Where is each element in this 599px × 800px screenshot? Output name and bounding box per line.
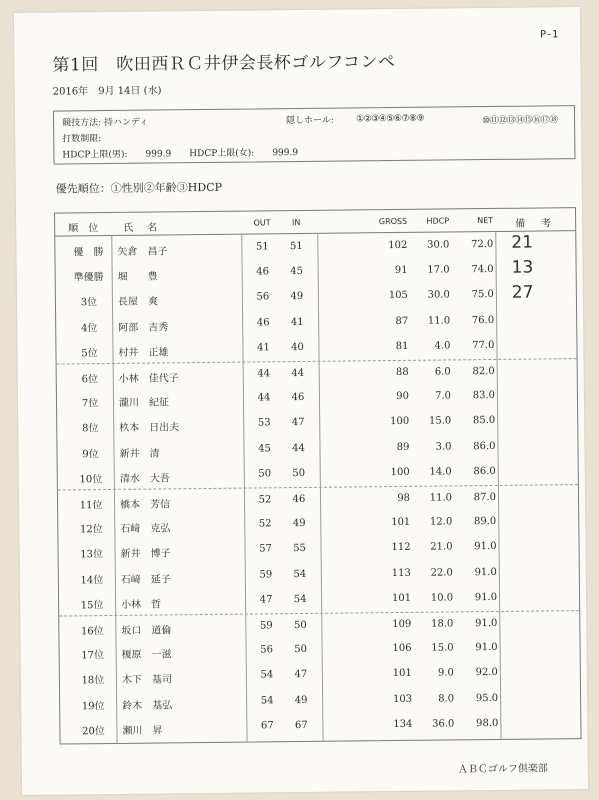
cell-note	[516, 660, 586, 661]
cell-in: 50	[293, 619, 307, 632]
cell-gross: 103	[392, 693, 413, 705]
cell-gross: 106	[392, 643, 412, 655]
cell-note	[514, 509, 584, 510]
strokes-limit-label: 打数制限:	[62, 134, 102, 145]
cell-note	[515, 635, 585, 636]
cell-note	[515, 585, 585, 586]
method-line	[62, 115, 148, 129]
cell-name: 橋本 芳信	[120, 499, 171, 511]
cell-out: 67	[260, 720, 274, 732]
cell-net: 86.0	[473, 465, 496, 477]
cell-in: 45	[290, 266, 304, 278]
cell-rank: 準優勝	[73, 272, 104, 284]
cell-name: 矢倉 昌子	[117, 246, 168, 258]
cell-in: 46	[292, 493, 306, 506]
cell-hdcp: 22.0	[430, 567, 453, 579]
cell-net: 86.0	[473, 440, 496, 452]
cell-note: 27	[511, 282, 534, 304]
cell-in: 49	[294, 694, 308, 706]
cell-note	[513, 408, 583, 409]
score-sheet	[14, 7, 588, 795]
cell-hdcp: 8.0	[438, 693, 455, 705]
cell-gross: 101	[391, 517, 411, 529]
cell-name: 石﨑 延子	[120, 573, 171, 586]
cell-hdcp: 15.0	[431, 642, 454, 654]
cell-in: 40	[291, 341, 304, 353]
cell-name: 新井 清	[119, 448, 160, 460]
cell-name: 瀬川 昇	[122, 725, 163, 737]
cell-name: 新井 博子	[120, 548, 171, 561]
cell-name: 堀 豊	[117, 271, 158, 284]
cell-net: 98.0	[476, 717, 499, 729]
cell-in: 41	[290, 316, 304, 328]
cell-rank: 13位	[80, 549, 104, 561]
hidden-hole-label: 隠しホール:	[286, 115, 334, 127]
cell-name: 清水 大吾	[119, 473, 170, 485]
hdcp-limit-line: HDCP上限(男): 999.9 HDCP上限(女): 999.9	[62, 148, 299, 161]
cell-net: 95.0	[475, 692, 499, 704]
cell-out: 52	[258, 518, 272, 530]
cell-rank: 19位	[81, 700, 105, 712]
cell-hdcp: 10.0	[430, 592, 454, 604]
cell-net: 92.0	[475, 667, 498, 679]
cell-out: 56	[260, 644, 274, 656]
cell-rank: 3位	[80, 297, 98, 309]
cell-out: 44	[257, 368, 271, 380]
cell-in: 54	[293, 568, 307, 580]
cell-net: 72.0	[471, 238, 494, 251]
event-date: 2016年 9月 14日 (水)	[52, 85, 162, 98]
cell-in: 51	[289, 240, 303, 253]
cell-out: 57	[259, 543, 272, 555]
cell-rank: 12位	[79, 524, 103, 536]
cell-net: 74.0	[471, 264, 494, 276]
header-note: 備考	[515, 218, 568, 230]
header-net: NET	[477, 215, 494, 226]
cell-out: 54	[260, 669, 274, 681]
cell-gross: 105	[388, 290, 408, 302]
cell-in: 44	[292, 442, 305, 454]
cell-rank: 17位	[81, 650, 105, 662]
cell-gross: 100	[390, 466, 410, 478]
cell-hdcp: 30.0	[427, 289, 450, 302]
cell-in: 55	[293, 543, 306, 555]
cell-rank: 11位	[79, 500, 103, 512]
cell-in: 49	[292, 518, 306, 530]
cell-hdcp: 30.0	[427, 239, 450, 251]
cell-name: 小林 哲	[121, 599, 162, 611]
cell-gross: 112	[391, 542, 411, 554]
cell-net: 91.0	[475, 617, 498, 630]
cell-rank: 9位	[82, 448, 99, 460]
cell-note: 13	[511, 257, 534, 278]
cell-net: 91.0	[474, 541, 497, 553]
cell-name: 榎原 一滋	[121, 649, 172, 662]
cell-rank: 7位	[81, 398, 99, 410]
cell-note	[512, 333, 582, 334]
cell-in: 54	[293, 593, 307, 605]
header-out: OUT	[253, 218, 271, 228]
cell-name: 長屋 爽	[117, 296, 159, 309]
cell-rank: 10位	[79, 473, 103, 486]
cell-rank: 16位	[80, 626, 104, 638]
cell-gross: 91	[394, 265, 408, 277]
cell-name: 村井 正雄	[118, 347, 169, 359]
cell-note	[514, 485, 584, 486]
header-name: 氏名	[123, 222, 172, 234]
cell-note	[513, 383, 583, 384]
cell-rank: 15位	[80, 599, 104, 612]
page-number: P-1	[540, 29, 559, 41]
cell-rank: 5位	[81, 347, 98, 360]
cell-out: 46	[256, 316, 270, 329]
cell-in: 46	[291, 392, 305, 404]
cell-note	[515, 611, 585, 612]
document-title: 第1回 吹田西ＲＣ井伊会長杯ゴルフコンペ	[52, 51, 396, 76]
cell-net: 76.0	[471, 314, 495, 326]
cell-note	[513, 434, 583, 435]
cell-hdcp: 11.0	[429, 492, 453, 504]
cell-out: 54	[260, 694, 274, 707]
cell-hdcp: 17.0	[427, 264, 450, 276]
hidden-holes-front: ①②③④⑤⑥⑦⑧⑨	[356, 113, 425, 125]
header-in: IN	[291, 217, 301, 228]
method-label: 競技方法:	[62, 118, 102, 129]
cell-note	[514, 534, 584, 535]
cell-out: 51	[255, 241, 269, 253]
cell-hdcp: 36.0	[432, 718, 455, 730]
cell-name: 坂口 道倫	[121, 625, 172, 637]
cell-rank: 18位	[81, 675, 105, 687]
hidden-holes-back: ⑩⑪⑫⑬⑭⑮⑯⑰⑱	[482, 115, 558, 127]
cell-net: 75.0	[471, 289, 494, 301]
cell-out: 50	[258, 468, 272, 480]
cell-hdcp: 4.0	[434, 340, 451, 352]
cell-in: 50	[294, 644, 308, 656]
cell-gross: 113	[391, 567, 411, 579]
cell-out: 56	[256, 291, 270, 303]
cell-out: 52	[258, 494, 272, 506]
cell-note	[516, 711, 586, 712]
cell-net: 85.0	[472, 415, 496, 427]
cell-hdcp: 18.0	[431, 618, 454, 630]
cell-out: 46	[256, 266, 270, 278]
header-hdcp: HDCP	[426, 216, 450, 226]
priority-order: 優先順位：①性別②年齢③HDCP	[55, 180, 223, 196]
cell-out: 44	[257, 392, 271, 404]
cell-rank: 6位	[81, 374, 99, 386]
cell-name: 石﨑 克弘	[120, 523, 171, 536]
cell-gross: 134	[393, 718, 413, 730]
cell-rank: 20位	[82, 725, 105, 738]
method-value: 持ハンディ	[103, 117, 149, 129]
competition-info-box	[53, 105, 576, 164]
cell-note	[512, 308, 582, 309]
cell-net: 77.0	[472, 339, 495, 352]
cell-net: 82.0	[472, 365, 495, 378]
cell-net: 91.0	[474, 591, 498, 603]
cell-gross: 81	[395, 340, 409, 352]
cell-in: 44	[291, 367, 305, 380]
cell-name: 木下 基司	[121, 674, 172, 687]
cell-net: 91.0	[475, 642, 498, 654]
cell-out: 47	[259, 594, 273, 606]
cell-rank: 14位	[80, 574, 104, 586]
cell-out: 53	[257, 417, 271, 429]
cell-name: 阿部 吉秀	[118, 321, 169, 334]
header-rank: 順位	[68, 223, 109, 235]
cell-gross: 88	[395, 366, 409, 379]
cell-name: 瀧川 紀征	[118, 397, 170, 410]
header-gross: GROSS	[378, 216, 408, 227]
cell-gross: 101	[391, 592, 412, 604]
cell-hdcp: 9.0	[437, 667, 454, 679]
cell-name: 鈴木 基弘	[122, 699, 173, 712]
cell-name: 杦本 日出夫	[119, 422, 180, 435]
cell-out: 45	[258, 442, 271, 455]
club-name: ＡＢＣゴルフ倶楽部	[457, 763, 548, 776]
cell-hdcp: 6.0	[434, 366, 451, 378]
cell-name: 小林 佳代子	[118, 373, 179, 385]
cell-net: 87.0	[473, 491, 497, 504]
cell-gross: 87	[395, 315, 409, 327]
cell-hdcp: 14.0	[429, 466, 452, 478]
cell-hdcp: 11.0	[427, 315, 451, 327]
cell-out: 59	[259, 620, 273, 632]
cell-in: 67	[294, 719, 308, 731]
cell-net: 83.0	[472, 390, 496, 402]
cell-hdcp: 12.0	[429, 516, 453, 528]
cell-rank: 優 勝	[73, 247, 104, 259]
cell-gross: 102	[388, 239, 408, 252]
cell-note	[515, 560, 585, 561]
cell-in: 50	[292, 467, 306, 479]
cell-note	[516, 686, 586, 687]
cell-rank: 8位	[82, 423, 99, 435]
cell-gross: 101	[392, 668, 412, 680]
cell-gross: 89	[396, 441, 410, 453]
table-row	[60, 711, 580, 741]
cell-note	[513, 359, 583, 360]
cell-gross: 100	[390, 416, 410, 428]
cell-gross: 109	[392, 618, 412, 631]
cell-hdcp: 7.0	[434, 390, 452, 402]
results-table	[54, 207, 582, 744]
cell-note	[514, 459, 584, 460]
cell-out: 59	[259, 568, 273, 581]
cell-in: 47	[291, 417, 305, 429]
cell-in: 49	[290, 291, 304, 303]
cell-hdcp: 3.0	[435, 441, 452, 453]
cell-hdcp: 15.0	[428, 415, 452, 428]
cell-gross: 90	[396, 391, 410, 403]
cell-out: 41	[257, 342, 270, 354]
cell-gross: 98	[397, 492, 411, 504]
cell-hdcp: 21.0	[430, 541, 453, 554]
cell-rank: 4位	[80, 322, 98, 334]
cell-note: 21	[511, 232, 534, 253]
cell-net: 91.0	[474, 566, 497, 578]
cell-net: 89.0	[473, 516, 497, 528]
cell-in: 47	[294, 669, 308, 681]
